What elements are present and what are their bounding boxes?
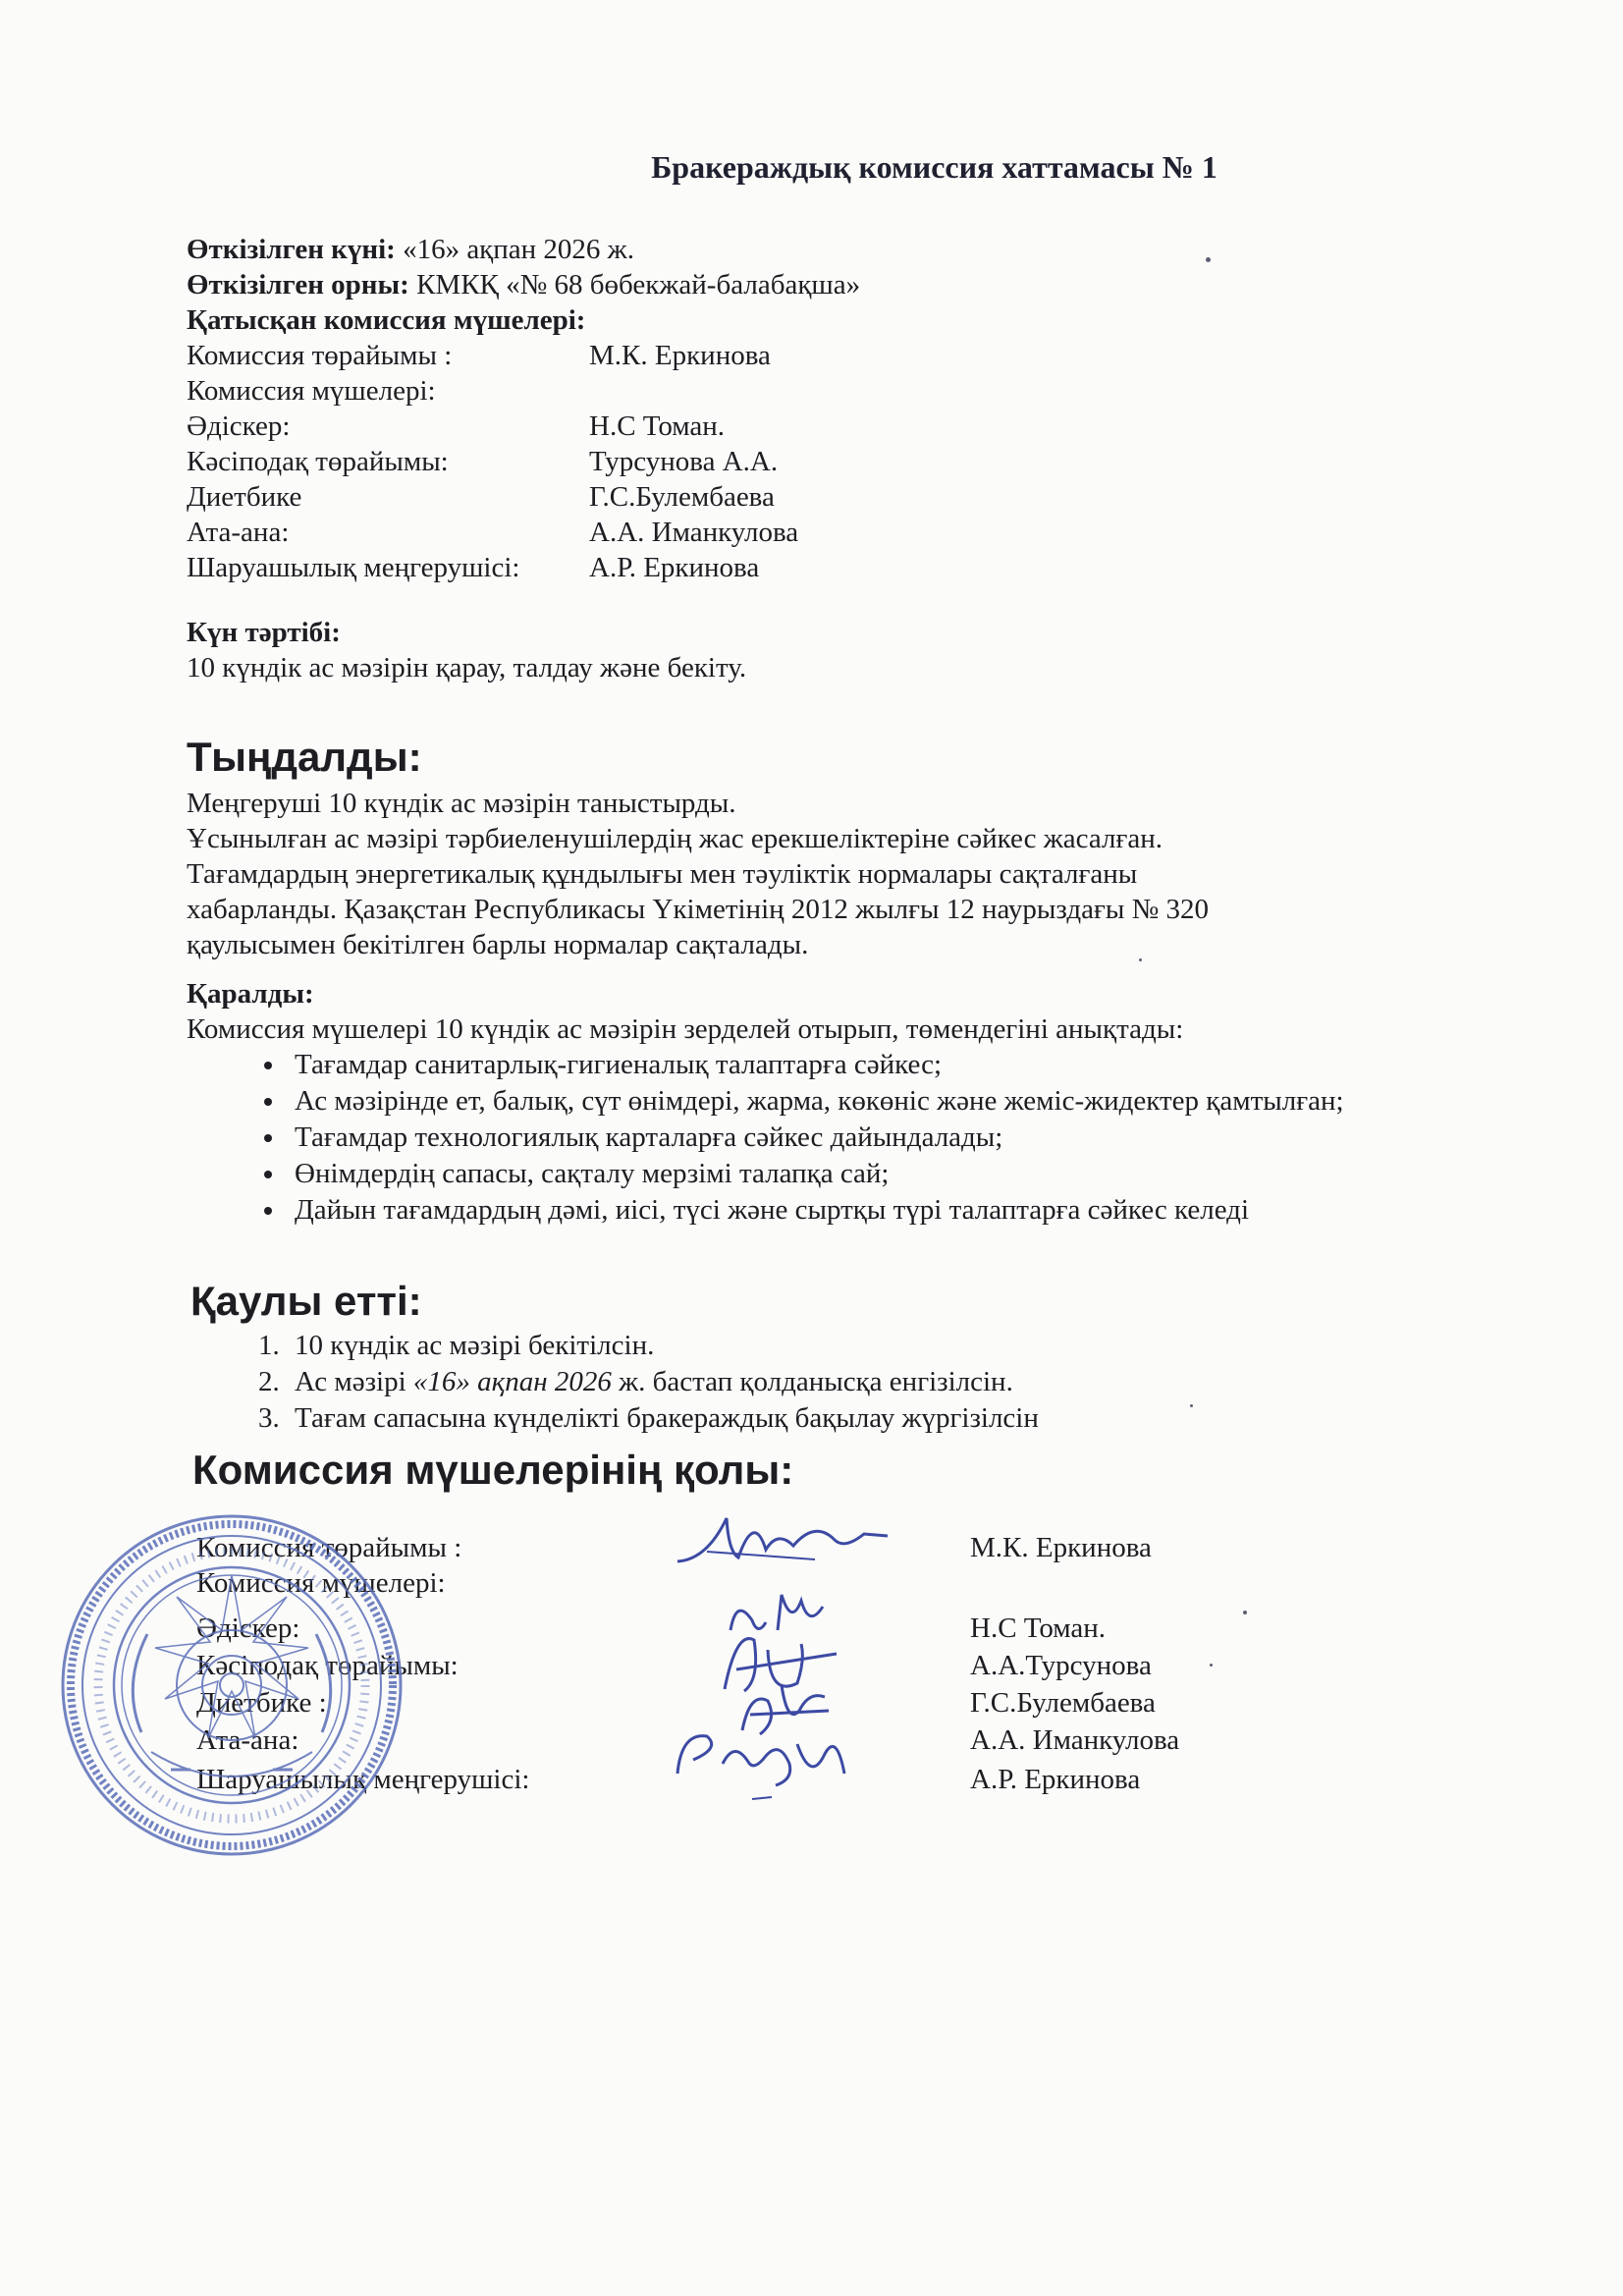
list-item: • Тағамдар санитарлық-гигиеналық талаптарға сәйкес; [287, 1047, 1504, 1083]
list-item: • Өнімдердің сапасы, сақталу мерзімі талапқа сай; [287, 1156, 1504, 1192]
signature-name: А.А.Турсунова [970, 1650, 1152, 1681]
member-name: М.К. Еркинова [589, 340, 771, 371]
listened-heading: Тыңдалды: [187, 734, 422, 780]
signature-role: Комиссия мүшелері: [196, 1567, 446, 1599]
member-role: Комиссия төрайымы : [187, 340, 453, 371]
held-place-line [187, 267, 860, 302]
signature-name: Н.С Томан. [970, 1613, 1107, 1644]
member-name: А.Р. Еркинова [589, 552, 760, 583]
held-date-label: Өткізілген күні: [187, 234, 396, 265]
agenda-text: 10 күндік ас мәзірін қарау, талдау және бекіту. [187, 652, 747, 683]
signature-role: Кәсіподақ төрайымы: [196, 1650, 459, 1681]
held-date-line [187, 232, 634, 267]
member-role: Шаруашылық меңгерушісі: [187, 552, 520, 583]
held-date-value: «16» ақпан 2026 ж. [403, 234, 634, 265]
signature-role: Ата-ана: [196, 1724, 299, 1756]
held-place-label: Өткізілген орны: [187, 269, 409, 301]
resolved-list [245, 1328, 1504, 1437]
signature-name: А.А. Иманкулова [970, 1724, 1180, 1756]
listened-line: хабарланды. Қазақстан Республикасы Үкіметінің 2012 жылғы 12 наурыздағы № 320 [187, 894, 1210, 925]
held-place-value: КМКҚ «№ 68 бөбекжай-балабақша» [416, 269, 861, 301]
member-role: Комиссия мүшелері: [187, 375, 436, 407]
list-item: 1. 10 күндік ас мәзірі бекітілсін. [287, 1328, 1504, 1364]
listened-line: Ұсынылған ас мәзірі тәрбиеленушілердің жас ерекшеліктеріне сәйкес жасалған. [187, 823, 1163, 854]
member-name: А.А. Иманкулова [589, 517, 799, 548]
signature-role: Әдіскер: [196, 1613, 300, 1644]
signature-role: Диетбике : [196, 1687, 327, 1719]
list-item: • Ас мәзірінде ет, балық, сүт өнімдері, жарма, көкөніс және жеміс-жидектер қамтылған; [287, 1083, 1375, 1120]
list-item: • Тағамдар технологиялық карталарға сәйкес дайындалады; [287, 1120, 1504, 1156]
list-item: 3. Тағам сапасына күнделікті бракераждық бақылау жүргізілсін [287, 1400, 1504, 1437]
signature-role: Шаруашылық меңгерушісі: [196, 1764, 530, 1795]
list-item: • Дайын тағамдардың дәмі, иісі, түсі және сыртқы түрі талаптарға сәйкес келеді [287, 1192, 1504, 1229]
signature-name: М.К. Еркинова [970, 1532, 1152, 1563]
reviewed-heading: Қаралды: [187, 978, 314, 1010]
signature-role: Комиссия төрайымы : [196, 1532, 462, 1563]
member-name: Г.С.Булембаева [589, 481, 775, 513]
member-name: Турсунова А.А. [589, 446, 779, 477]
listened-line: Меңгеруші 10 күндік ас мәзірін таныстырды. [187, 788, 736, 819]
signature-chair-icon [668, 1501, 893, 1579]
members-heading: Қатысқан комиссия мүшелері: [187, 304, 586, 336]
document-title: Бракераждық комиссия хаттамасы № 1 [651, 149, 1217, 185]
signature-parent-icon [664, 1715, 860, 1809]
agenda-heading: Күн тәртібі: [187, 617, 341, 648]
list-item [287, 1364, 1504, 1400]
reviewed-list [245, 1047, 1504, 1229]
signature-name: Г.С.Булембаева [970, 1687, 1156, 1719]
member-role: Кәсіподақ төрайымы: [187, 446, 449, 477]
resolved-text: Ас мәзірі [295, 1366, 413, 1397]
member-role: Әдіскер: [187, 410, 291, 442]
member-name: Н.С Томан. [589, 410, 726, 442]
signature-name: А.Р. Еркинова [970, 1764, 1141, 1795]
resolved-date: «16» ақпан 2026 [412, 1366, 612, 1397]
listened-line: қаулысымен бекітілген барлы нормалар сақталады. [187, 929, 809, 960]
member-role: Диетбике [187, 481, 302, 513]
member-role: Ата-ана: [187, 517, 290, 548]
resolved-heading: Қаулы етті: [190, 1278, 422, 1324]
listened-line: Тағамдардың энергетикалық құндылығы мен тәуліктік нормалары сақталғаны [187, 858, 1138, 890]
resolved-text: ж. бастап қолданысқа енгізілсін. [611, 1366, 1013, 1397]
signatures-heading: Комиссия мүшелерінің қолы: [192, 1447, 794, 1493]
reviewed-intro: Комиссия мүшелері 10 күндік ас мәзірін зерделей отырып, төмендегіні анықтады: [187, 1013, 1184, 1045]
official-seal-icon [53, 1506, 410, 1864]
